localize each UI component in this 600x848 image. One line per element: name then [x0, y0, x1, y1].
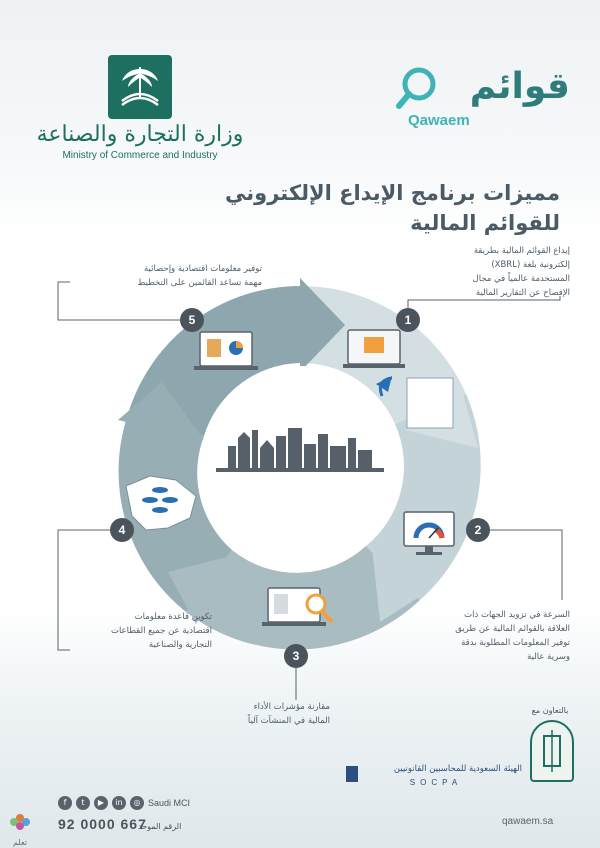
feature-1-line: الإفصاح عن التقارير المالية — [475, 288, 570, 298]
youtube-icon[interactable]: ▶ — [94, 796, 108, 810]
title-line-2: للقوائم المالية — [410, 211, 560, 235]
unified-number-label: الرقم الموحد — [138, 822, 182, 831]
feature-2-text — [410, 608, 570, 664]
socpa-name-arabic: الهيئة السعودية للمحاسبين القانونيين — [393, 764, 522, 774]
laptop-charts-icon — [194, 332, 258, 370]
step-badge-4: 4 — [110, 518, 134, 542]
socpa-emblem-icon — [530, 720, 574, 782]
feature-1-line: المستخدمة عالمياً في مجال — [472, 274, 570, 284]
step-badge-5: 5 — [180, 308, 204, 332]
feature-5-line: توفير معلومات اقتصادية وإحصائية — [143, 264, 262, 274]
step-badge-2: 2 — [466, 518, 490, 542]
feature-4-line: تكوين قاعدة معلومات — [134, 612, 212, 622]
watermark-text: تعلم — [12, 838, 28, 847]
website-link[interactable]: qawaem.sa — [502, 816, 554, 827]
brand-english: Qawaem — [408, 112, 470, 129]
feature-5-text — [72, 262, 262, 290]
step-badge-3: 3 — [284, 644, 308, 668]
watermark-logo — [4, 810, 36, 847]
socpa-logo-icon — [346, 766, 358, 782]
ministry-name-arabic: وزارة التجارة والصناعة — [36, 122, 244, 147]
linkedin-icon[interactable]: in — [112, 796, 126, 810]
instagram-icon[interactable]: ◎ — [130, 796, 144, 810]
feature-2-line: توفير المعلومات المطلوبة بدقة — [461, 638, 570, 648]
step-badge-1: 1 — [396, 308, 420, 332]
feature-1-line: إلكترونية بلغة (XBRL) — [491, 260, 570, 270]
ministry-name-english: Ministry of Commerce and Industry — [62, 150, 218, 161]
facebook-icon[interactable]: f — [58, 796, 72, 810]
feature-3-text — [200, 700, 330, 728]
unified-phone-number: 92 0000 667 — [58, 816, 147, 832]
title-line-1: مميزات برنامج الإيداع الإلكتروني — [225, 181, 560, 205]
feature-1-line: إيداع القوائم المالية بطريقة — [473, 246, 570, 256]
feature-3-line: المالية في المنشآت آلياً — [247, 716, 330, 726]
feature-4-line: التجارية والصناعية — [148, 640, 212, 650]
twitter-icon[interactable]: t — [76, 796, 90, 810]
feature-5-line: مهمة تساعد القائمين على التخطيط — [137, 278, 262, 288]
feature-1-text — [410, 244, 570, 300]
feature-4-text — [72, 610, 212, 652]
connector-2 — [478, 530, 562, 600]
feature-4-line: اقتصادية عن جميع القطاعات — [110, 626, 212, 636]
partners-label: بالتعاون مع — [531, 706, 569, 715]
flower-icon — [4, 810, 36, 834]
social-handle: Saudi MCI — [148, 798, 191, 808]
feature-2-line: وسرية عالية — [527, 652, 570, 662]
brand-arabic: قوائم — [469, 66, 570, 107]
feature-3-line: مقارنة مؤشرات الأداء — [253, 702, 330, 712]
feature-2-line: السرعة في تزويد الجهات ذات — [464, 610, 570, 620]
feature-2-line: العلاقة بالقوائم المالية عن طريق — [455, 624, 570, 634]
socpa-name-english: SOCPA — [409, 778, 463, 787]
